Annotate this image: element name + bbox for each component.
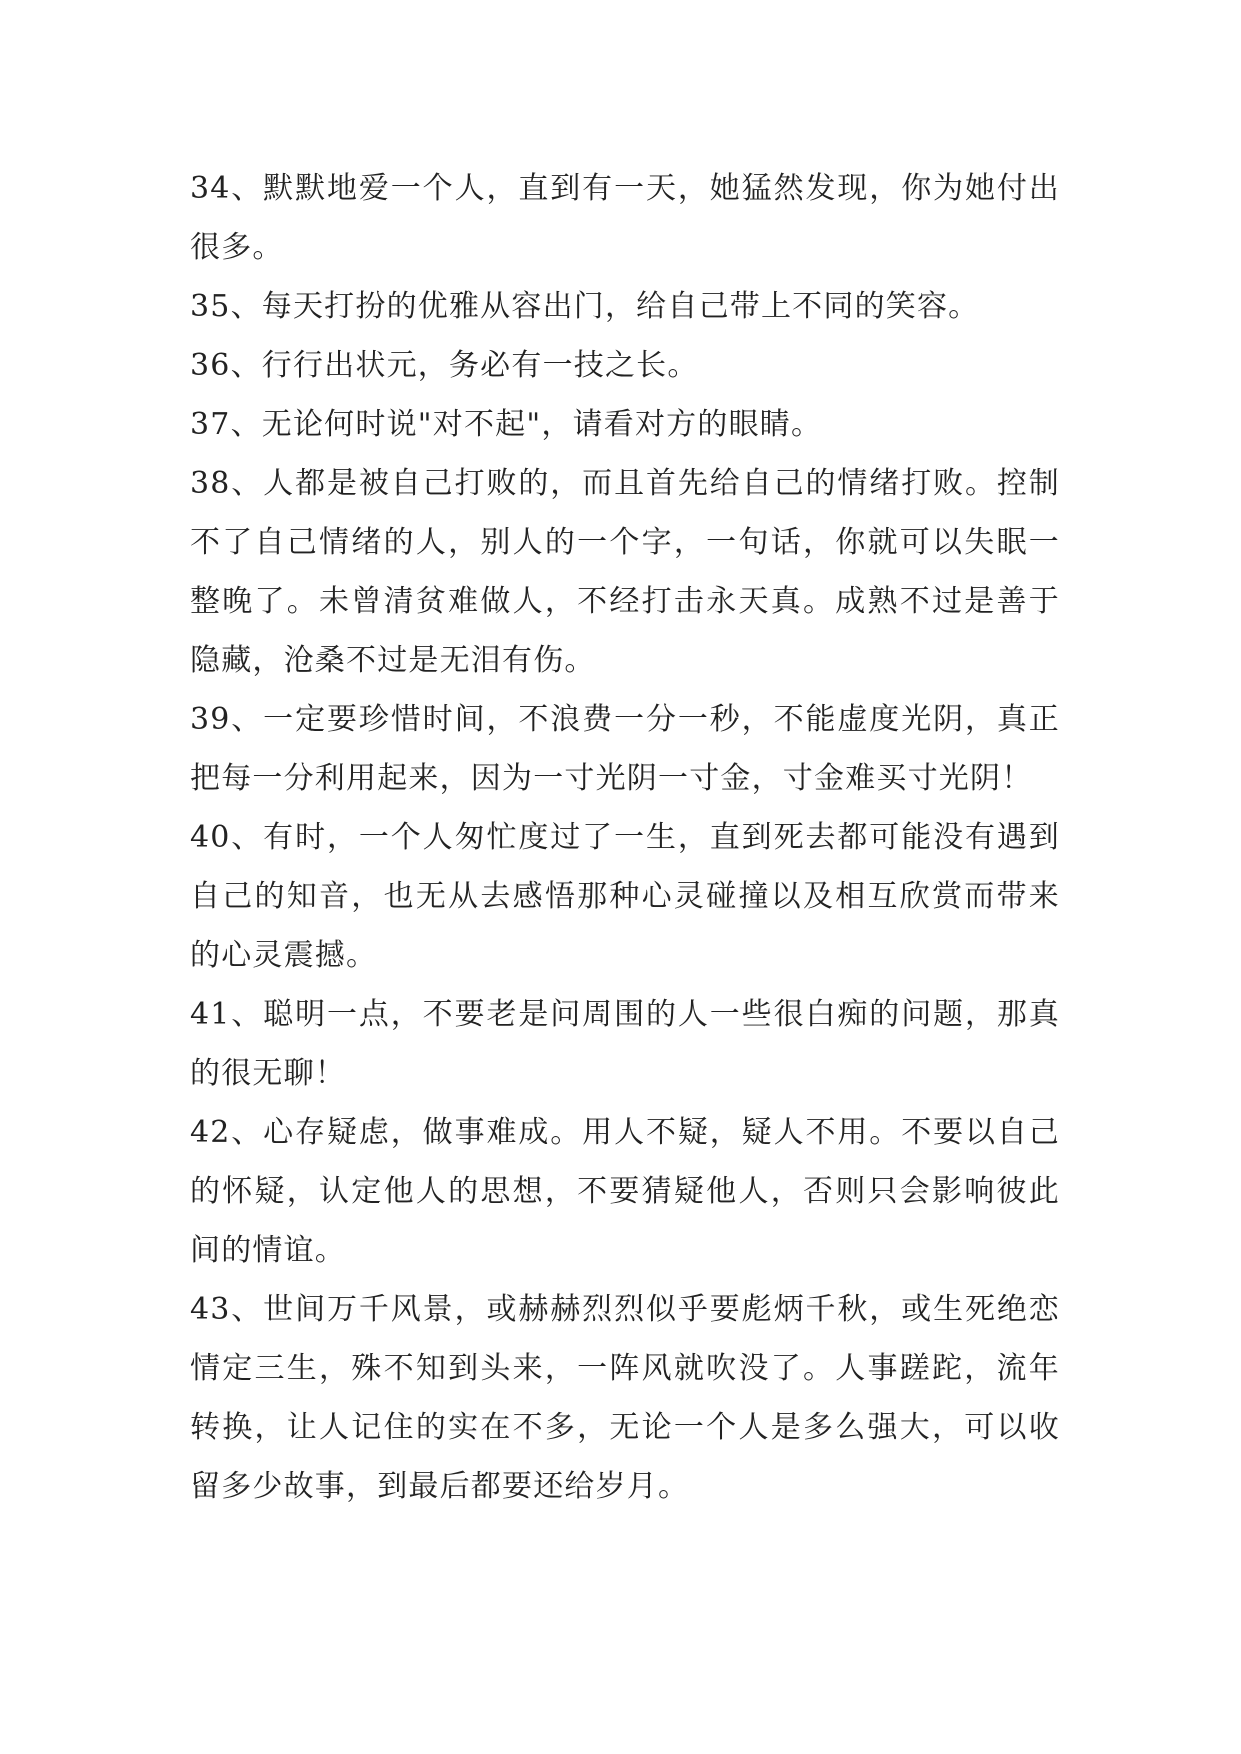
paragraph-38: 38、人都是被自己打败的，而且首先给自己的情绪打败。控制不了自己情绪的人，别人的一个字，一句话，你就可以失眠一整晚了。未曾清贫难做人，不经打击永天真。成熟不过是善于隐藏，沧桑不过是无泪有伤。 <box>190 466 1060 678</box>
paragraph-41: 41、聪明一点，不要老是问周围的人一些很白痴的问题，那真的很无聊！ <box>190 997 1060 1091</box>
paragraph-42: 42、心存疑虑，做事难成。用人不疑，疑人不用。不要以自己的怀疑，认定他人的思想，不要猜疑他人，否则只会影响彼此间的情谊。 <box>190 1115 1060 1268</box>
paragraph-34: 34、默默地爱一个人，直到有一天，她猛然发现，你为她付出很多。 <box>190 171 1060 265</box>
paragraph-35: 35、每天打扮的优雅从容出门，给自己带上不同的笑容。 <box>190 289 980 324</box>
document-body <box>190 159 1060 1516</box>
paragraph-37: 37、无论何时说"对不起"，请看对方的眼睛。 <box>190 407 823 442</box>
paragraph-40: 40、有时，一个人匆忙度过了一生，直到死去都可能没有遇到自己的知音，也无从去感悟那种心灵碰撞以及相互欣赏而带来的心灵震撼。 <box>190 820 1060 973</box>
paragraph-36: 36、行行出状元，务必有一技之长。 <box>190 348 699 383</box>
paragraph-39: 39、一定要珍惜时间，不浪费一分一秒，不能虚度光阴，真正把每一分利用起来，因为一寸光阴一寸金，寸金难买寸光阴！ <box>190 702 1060 796</box>
paragraph-43: 43、世间万千风景，或赫赫烈烈似乎要彪炳千秋，或生死绝恋情定三生，殊不知到头来，一阵风就吹没了。人事蹉跎，流年转换，让人记住的实在不多，无论一个人是多么强大，可以收留多少故事，到最后都要还给岁月。 <box>190 1292 1060 1504</box>
